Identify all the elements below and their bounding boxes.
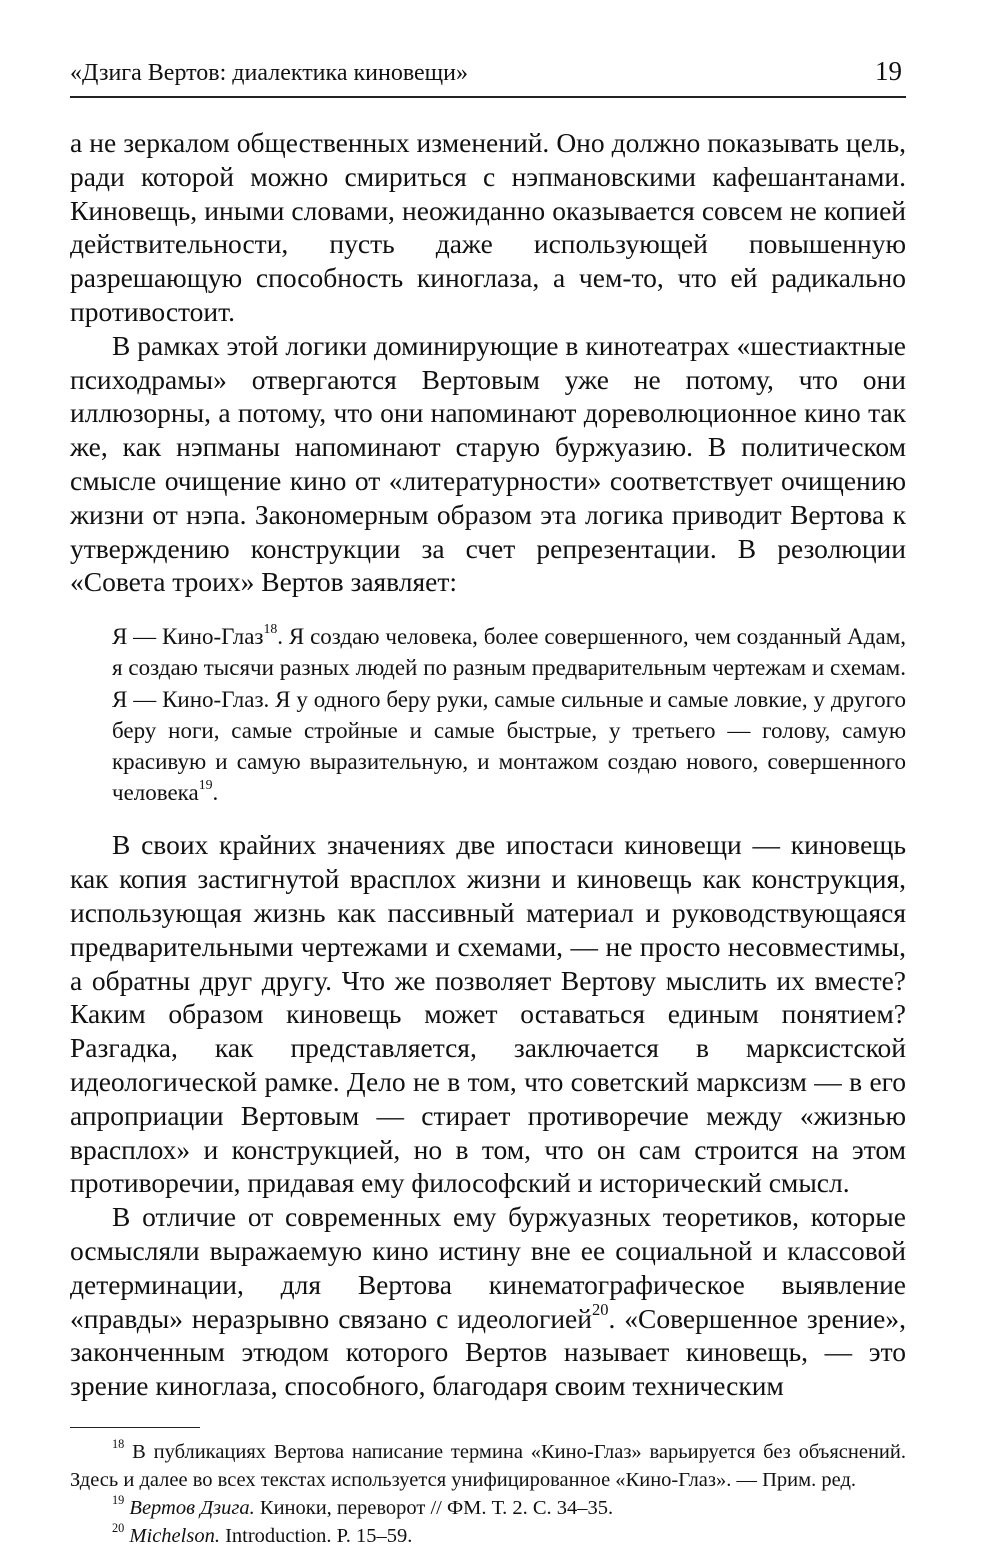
paragraph-text: . «Совершенное зрение», законченным этюдом которого Вертов называет киновещь, — это зрение киноглаза, способного, благодаря своим техническим — [70, 1302, 906, 1402]
paragraph — [70, 1200, 906, 1403]
quote-text: . Я создаю человека, более совершенного, чем созданный Адам, я создаю тысячи разных людей по разным предварительным чертежам и схемам. Я — Кино-Глаз. Я у одного беру руки, самые сильные и самые ловкие, у другого беру ноги, самые стройные и самые быстрые, у третьего — голову, самую красивую и самую выразительную, и монтажом создаю нового, совершенного человека — [112, 624, 906, 806]
footnote-text: В публикациях Вертова написание термина «Кино-Глаз» варьируется без объяснений. Здесь и далее во всех текстах используется унифицированное «Кино-Глаз». — Прим. ред. — [70, 1440, 907, 1491]
book-page — [70, 50, 906, 1550]
footnote-ref[interactable]: 18 — [263, 621, 278, 637]
paragraph-text: В отличие от современных ему буржуазных теоретиков, которые осмысляли выражаемую кино истину вне ее социальной и классовой детерминации, для Вертова кинематографическое выявление «правды» неразрывно связано с идеологией — [70, 1201, 906, 1334]
footnote-number: 18 — [112, 1437, 125, 1452]
running-header-title: «Дзига Вертов: диалектика киновещи» — [70, 60, 468, 86]
footnote-author: Вертов Дзига. — [129, 1496, 255, 1519]
page-number: 19 — [875, 56, 902, 86]
footnote-ref[interactable]: 20 — [591, 1299, 609, 1319]
quote-text: . — [212, 780, 219, 806]
quote-text: Я — Кино-Глаз — [112, 624, 264, 650]
paragraph-continuation: а не зеркалом общественных изменений. Оно должно показывать цель, ради которой можно смириться с нэпмановскими кафешантанами. Киновещь, иными словами, неожиданно оказывается совсем не копией действительности, пусть даже использующей повышенную разрешающую способность киноглаза, а чем-то, что ей радикально противостоит. — [70, 127, 906, 327]
footnote — [70, 1494, 906, 1522]
footnote — [70, 1438, 906, 1494]
footnotes — [70, 1438, 906, 1550]
paragraph: В рамках этой логики доминирующие в кинотеатрах «шестиактные психодрамы» отвергаются Вертовым уже не потому, что они иллюзорны, а потому, что они напоминают дореволюционное кино так же, как нэпманы напоминают старую буржуазию. В политическом смысле очищение кино от «литературности» соответствует очищению жизни от нэпа. Закономерным образом эта логика приводит Вертова к утверждению конструкции за счет репрезентации. В резолюции «Совета троих» Вертов заявляет: — [70, 329, 906, 598]
footnote-number: 19 — [112, 1493, 125, 1508]
footnote-text: Киноки, переворот // ФМ. Т. 2. С. 34–35. — [259, 1496, 614, 1519]
block-quote — [112, 621, 906, 808]
body-text — [70, 126, 906, 1403]
paragraph: В своих крайних значениях две ипостаси киновещи — киновещь как копия застигнутой врасплох жизни и киновещь как конструкция, использующая жизнь как пассивный материал и руководствующаяся предварительными чертежами и схемами, — не просто несовместимы, а обратны друг другу. Что же позволяет Вертову мыслить их вместе? Каким образом киновещь может оставаться единым понятием? Разгадка, как представляется, заключается в марксистской идеологической рамке. Дело не в том, что советский марксизм — в его апроприации Вертовым — стирает противоречие между «жизнью врасплох» и конструкцией, но в том, что он сам строится на этом противоречии, придавая ему философский и исторический смысл. — [70, 829, 906, 1199]
footnote-ref[interactable]: 19 — [198, 777, 213, 793]
footnote-author: Michelson. — [129, 1524, 220, 1547]
footnote-divider — [70, 1427, 200, 1428]
footnote-text: Introduction. P. 15–59. — [225, 1524, 413, 1547]
footnote-number: 20 — [112, 1521, 125, 1536]
running-header — [70, 50, 906, 98]
